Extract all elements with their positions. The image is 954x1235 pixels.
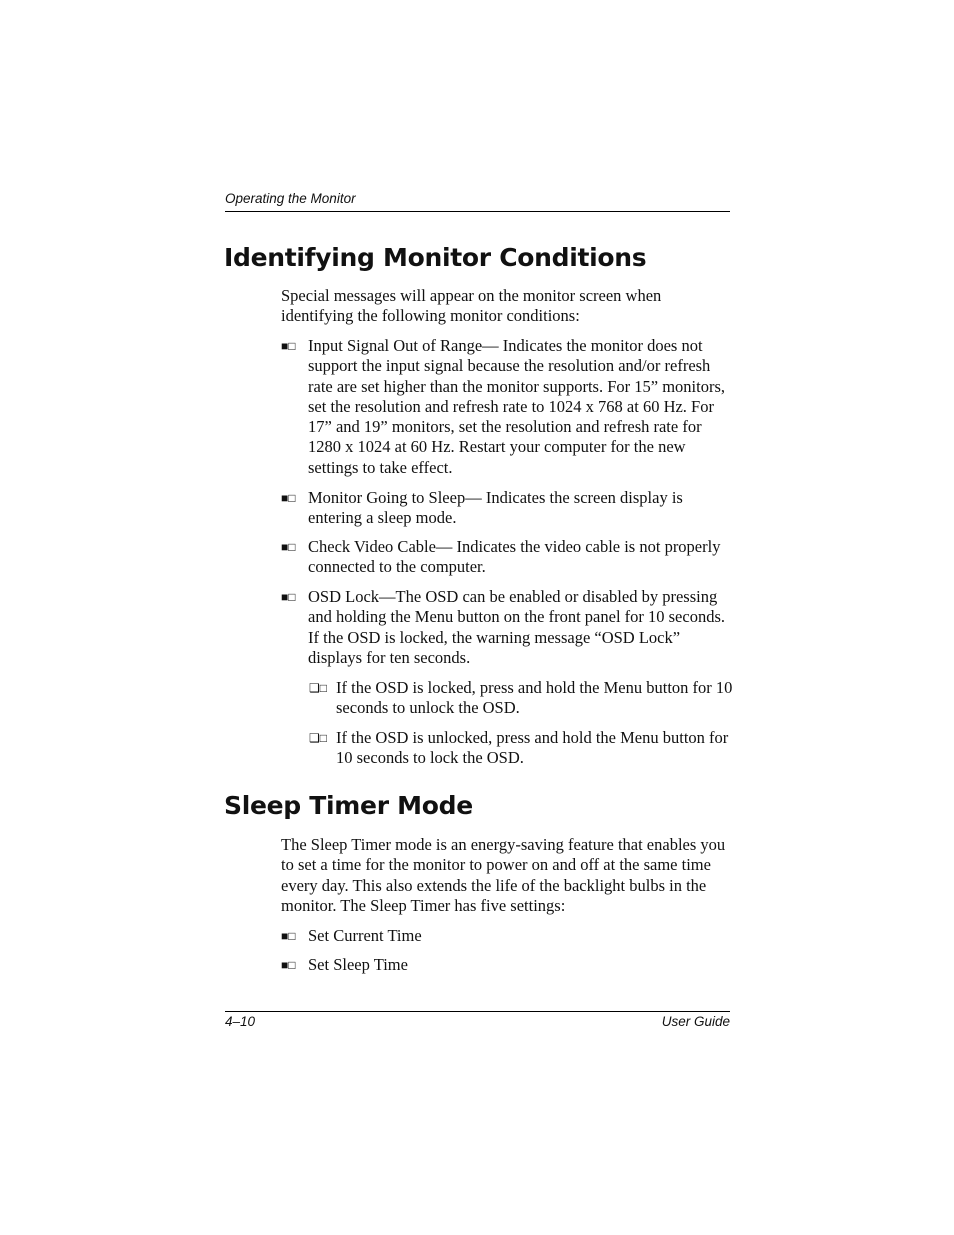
list-item — [281, 926, 733, 946]
list-item — [281, 955, 733, 975]
list-item — [281, 488, 733, 529]
section2-intro-paragraph: The Sleep Timer mode is an energy-saving feature that enables you to set a time for the monitor to power on and off at the same time every day. This also extends the life of the backlight bulbs in the monitor. The Sleep Timer has five settings: — [281, 835, 726, 915]
bullet-square-icon: ■□ — [281, 491, 296, 505]
page-footer — [225, 1014, 730, 1029]
bullet-square-icon: ■□ — [281, 958, 296, 972]
list-item-text: Check Video Cable— Indicates the video cable is not properly connected to the computer. — [308, 537, 721, 577]
sub-bullet-box-icon: ❑□ — [309, 681, 328, 695]
list-item — [281, 587, 733, 668]
list-item-text: Set Current Time — [308, 926, 422, 945]
footer-rule — [225, 1011, 730, 1012]
sub-list-item — [309, 728, 733, 769]
list-item — [281, 537, 733, 578]
sub-list-item — [309, 678, 733, 719]
list-item-text: OSD Lock—The OSD can be enabled or disabled by pressing and holding the Menu button on the front panel for 10 seconds. If the OSD is locked, the warning message “OSD Lock” displays for ten seconds. — [308, 587, 726, 667]
bullet-square-icon: ■□ — [281, 929, 296, 943]
bullet-square-icon: ■□ — [281, 590, 296, 604]
header-rule — [225, 211, 730, 212]
section-heading-sleep-timer-mode: Sleep Timer Mode — [224, 791, 473, 820]
sub-list-item-text: If the OSD is unlocked, press and hold the Menu button for 10 seconds to lock the OSD. — [336, 728, 729, 768]
list-item-text: Input Signal Out of Range— Indicates the monitor does not support the input signal because the resolution and/or refresh rate are set higher than the monitor supports. For 15” monitors, set the resolution and refresh rate to 1024 x 768 at 60 Hz. For 17” and 19” monitors, set the resolution and refresh rate for 1280 x 1024 at 60 Hz. Restart your computer for the new settings to take effect. — [308, 336, 725, 477]
list-item-text: Set Sleep Time — [308, 955, 408, 974]
sub-bullet-box-icon: ❑□ — [309, 731, 328, 745]
bullet-square-icon: ■□ — [281, 339, 296, 353]
sub-list-item-text: If the OSD is locked, press and hold the Menu button for 10 seconds to unlock the OSD. — [336, 678, 733, 718]
list-item-text: Monitor Going to Sleep— Indicates the screen display is entering a sleep mode. — [308, 488, 683, 528]
section-heading-identifying-monitor-conditions: Identifying Monitor Conditions — [224, 243, 647, 272]
running-header: Operating the Monitor — [225, 191, 356, 206]
footer-doc-title: User Guide — [661, 1014, 730, 1029]
section1-intro-paragraph: Special messages will appear on the monitor screen when identifying the following monitor conditions: — [281, 286, 662, 326]
bullet-square-icon: ■□ — [281, 540, 296, 554]
list-item — [281, 336, 733, 478]
page-number: 4–10 — [225, 1014, 256, 1029]
